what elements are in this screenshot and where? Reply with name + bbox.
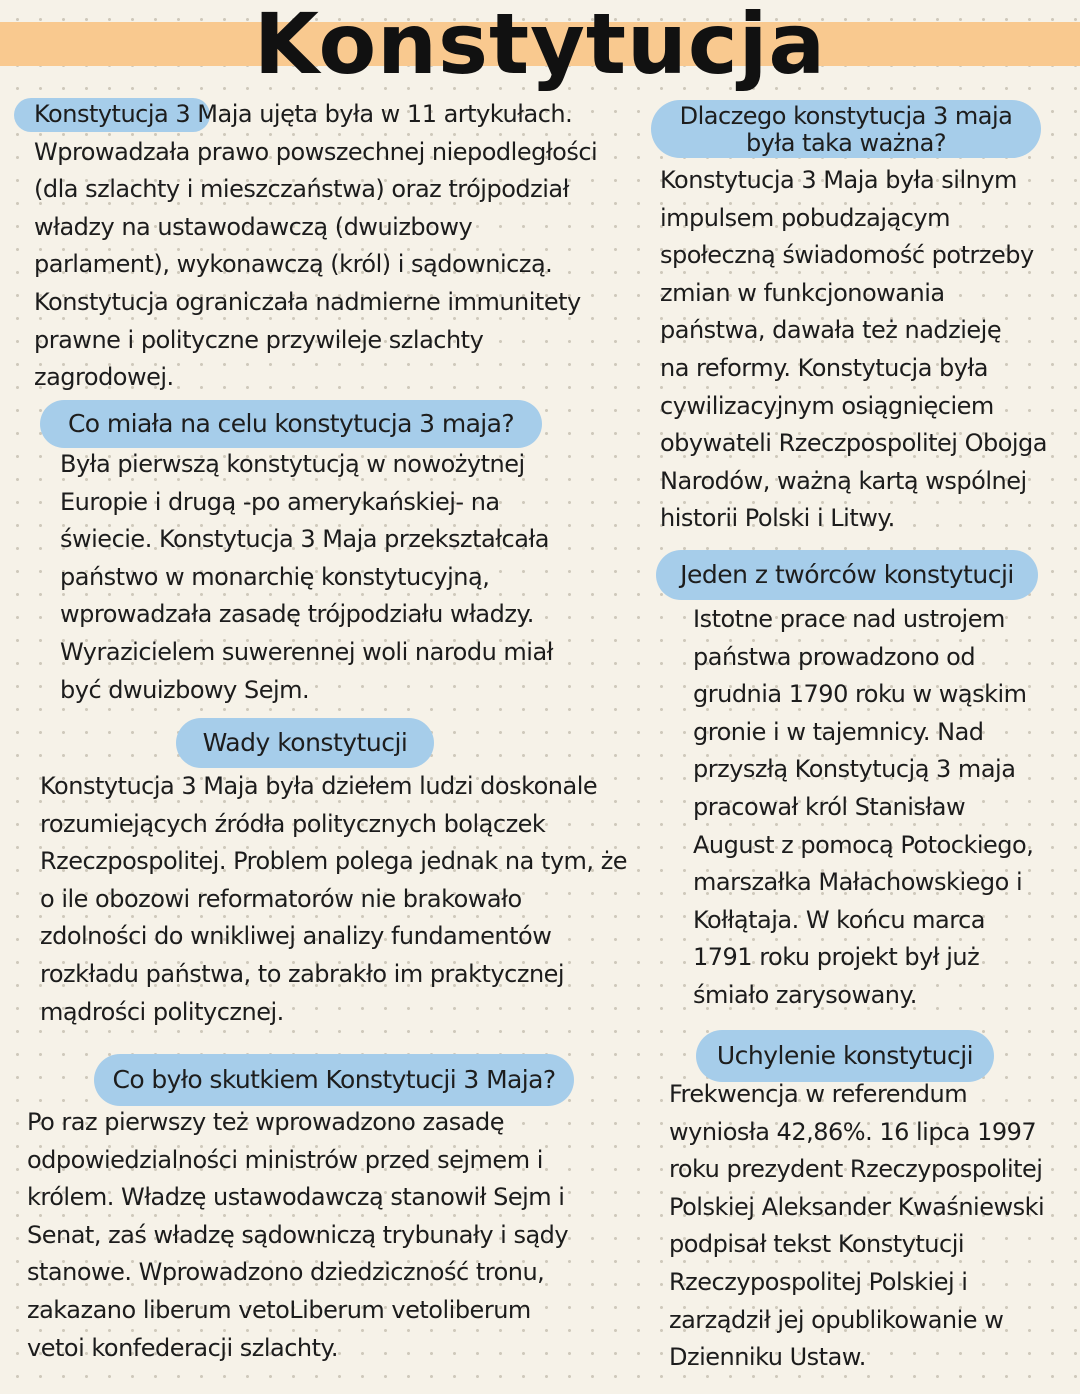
importance-heading-line2: była taka ważna? <box>745 129 947 157</box>
flaws-text: Konstytucja 3 Maja była dziełem ludzi doskonale rozumiejących źródła politycznych bolączek Rzeczpospolitej. Problem polega jednak na tym, że o ile obozowi reformatorów nie brakowało zdolności do wnikliwej analizy fundamentów rozkładu państwa, to zabrakło im praktycznej mądrości politycznej. <box>40 772 628 1026</box>
importance-heading <box>651 100 1041 158</box>
effects-text: Po raz pierwszy też wprowadzono zasadę odpowiedzialności ministrów przed sejmem i królem. Władzę ustawodawczą stanowił Sejm i Senat, zaś władzę sądowniczą trybunały i sądy stanowe. Wprowadzono dziedziczność tronu, zakazano liberum vetoLiberum vetoliberum vetoi konfederacji szlachty. <box>27 1108 569 1362</box>
importance-heading-line1: Dlaczego konstytucja 3 maja <box>679 102 1013 130</box>
goal-text: Była pierwszą konstytucją w nowożytnej Europie i drugą -po amerykańskiej- na świecie. Konstytucja 3 Maja przekształcała państwo w monarchię konstytucyjną, wprowadzała zasadę trójpodziału władzy. Wyrazicielem suwerennej woli narodu miał być dwuizbowy Sejm. <box>60 450 553 704</box>
flaws-heading-text: Wady konstytucji <box>202 728 408 757</box>
effects-heading-text: Co było skutkiem Konstytucji 3 Maja? <box>112 1065 556 1094</box>
creators-text: Istotne prace nad ustrojem państwa prowadzono od grudnia 1790 roku w wąskim gronie i w tajemnicy. Nad przyszłą Konstytucją 3 maja pracował król Stanisław August z pomocą Potockiego, marszałka Małachowskiego i Kołłątaja. W końcu marca 1791 roku projekt był już śmiało zarysowany. <box>693 605 1034 1009</box>
importance-text: Konstytucja 3 Maja była silnym impulsem pobudzającym społeczną świadomość potrzeby zmian w funkcjonowania państwa, dawała też nadzieję na reformy. Konstytucja była cywilizacyjnym osiągnięciem obywateli Rzeczpospolitej Obojga Narodów, ważną kartą wspólnej historii Polski i Litwy. <box>660 166 1047 533</box>
repeal-heading <box>696 1030 994 1082</box>
creators-heading <box>656 550 1038 600</box>
repeal-text: Frekwencja w referendum wyniosła 42,86%. 16 lipca 1997 roku prezydent Rzeczypospolitej Polskiej Aleksander Kwaśniewski podpisał tekst Konstytucji Rzeczypospolitej Polskiej i zarządził jej opublikowanie w Dzienniku Ustaw. <box>669 1080 1045 1372</box>
goal-heading-text: Co miała na celu konstytucja 3 maja? <box>67 409 515 438</box>
page-title: Konstytucja <box>253 0 827 93</box>
intro-text: Konstytucja 3 Maja ujęta była w 11 artykułach. Wprowadzała prawo powszechnej niepodległości (dla szlachty i mieszczaństwa) oraz trójpodział władzy na ustawodawczą (dwuizbowy parlament), wykonawczą (król) i sądowniczą. Konstytucja ograniczała nadmierne immunitety prawne i polityczne przywileje szlachty zagrodowej. <box>34 100 598 392</box>
creators-heading-text: Jeden z twórców konstytucji <box>680 560 1014 589</box>
repeal-heading-text: Uchylenie konstytucji <box>716 1041 974 1070</box>
goal-heading <box>40 400 542 448</box>
flaws-heading <box>176 718 434 768</box>
effects-heading <box>94 1054 574 1106</box>
